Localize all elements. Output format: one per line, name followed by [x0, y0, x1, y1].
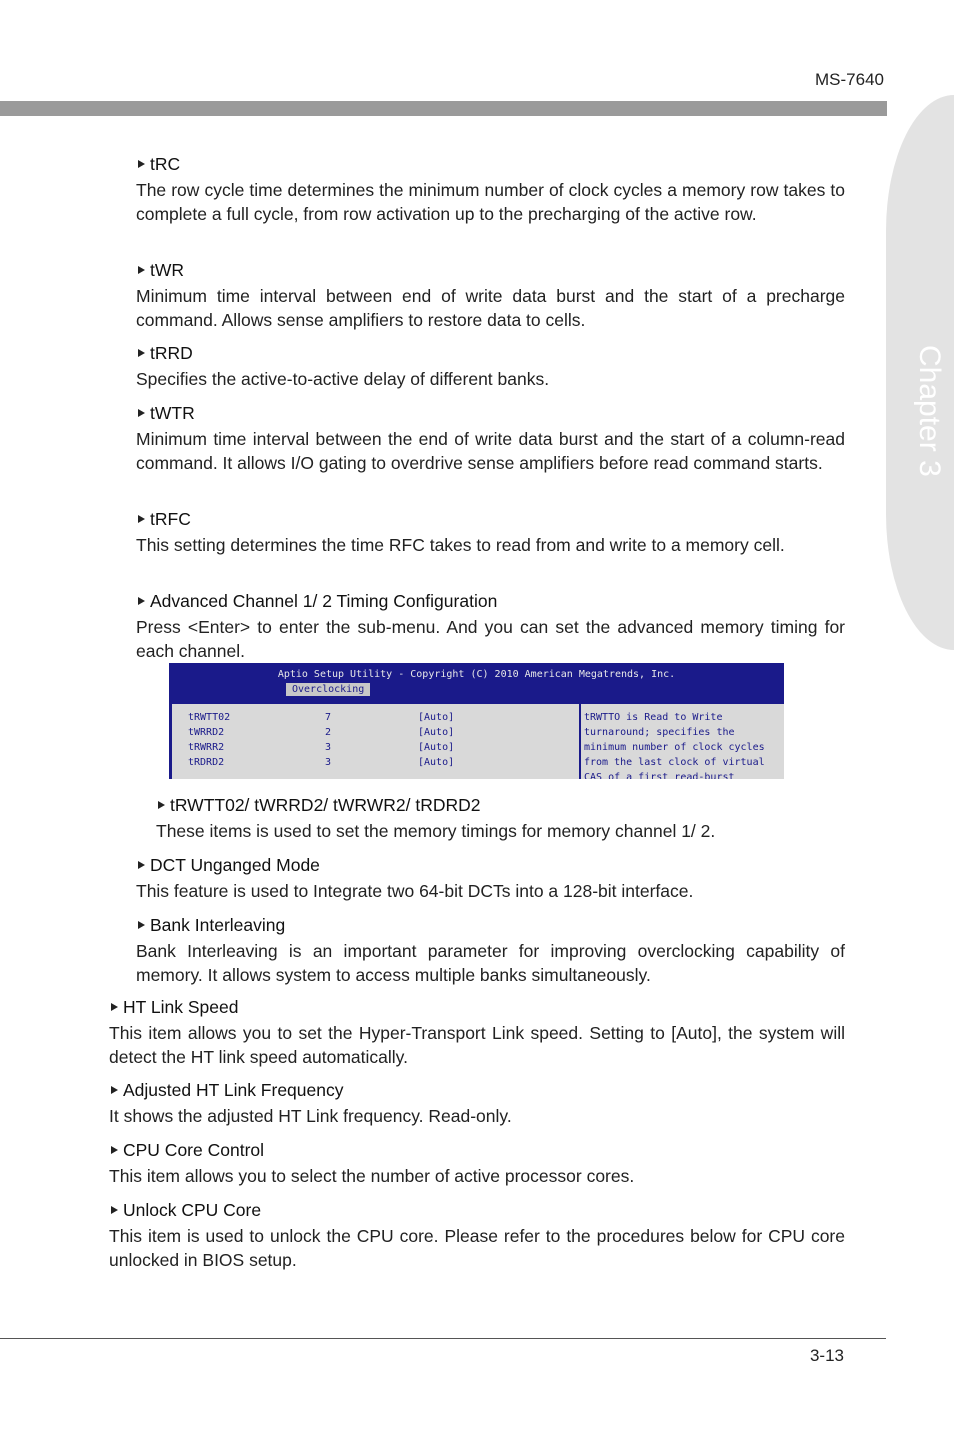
section-text: This item allows you to set the Hyper-Transport Link speed. Setting to [Auto], the system will detect the HT link speed automatically. — [109, 1023, 845, 1067]
bios-title: Aptio Setup Utility - Copyright (C) 2010 American Megatrends, Inc. — [277, 669, 676, 680]
section-ht-speed — [109, 996, 845, 1069]
bios-row-value: 7 — [325, 712, 332, 723]
section-title: tRFC — [136, 508, 845, 530]
bios-help-line: tRWTTO is Read to Write — [584, 712, 723, 723]
section-text: Minimum time interval between end of write data burst and the start of a precharge command. Allows sense amplifiers to restore data to cells. — [136, 286, 845, 330]
section-title: Unlock CPU Core — [109, 1199, 845, 1221]
page-number: 3-13 — [809, 1346, 844, 1365]
section-unlock — [109, 1199, 845, 1272]
section-trc — [136, 153, 845, 226]
bios-settings-panel — [172, 704, 579, 779]
bios-row-value: 3 — [325, 757, 332, 768]
section-title: DCT Unganged Mode — [136, 854, 845, 876]
bios-row-name: tRWRR2 — [188, 742, 225, 753]
bios-tab-overclocking: Overclocking — [286, 683, 370, 696]
bios-row-setting: [Auto] — [418, 727, 455, 738]
section-text: Press <Enter> to enter the sub-menu. And you can set the advanced memory timing for each channel. — [136, 617, 845, 661]
section-title: HT Link Speed — [109, 996, 845, 1018]
section-text: These items is used to set the memory timings for memory channel 1/ 2. — [156, 821, 716, 841]
bios-screenshot — [169, 663, 784, 779]
section-twtr — [136, 402, 845, 475]
section-title: tRRD — [136, 342, 845, 364]
section-title: Adjusted HT Link Frequency — [109, 1079, 845, 1101]
section-text: It shows the adjusted HT Link frequency. Read-only. — [109, 1106, 512, 1126]
section-title: CPU Core Control — [109, 1139, 845, 1161]
footer-rule — [0, 1338, 886, 1339]
bios-row-setting: [Auto] — [418, 742, 455, 753]
section-trrd — [136, 342, 845, 392]
section-text: This item is used to unlock the CPU core. Please refer to the procedures below for CPU core unlocked in BIOS setup. — [109, 1226, 845, 1270]
bios-help-panel — [579, 704, 784, 779]
section-text: The row cycle time determines the minimum number of clock cycles a memory row takes to complete a full cycle, from row activation up to the precharging of the active row. — [136, 180, 845, 224]
bios-help-line: from the last clock of virtual — [584, 757, 765, 768]
section-text: Bank Interleaving is an important parameter for improving overclocking capability of memory. It allows system to access multiple banks simultaneously. — [136, 941, 845, 985]
section-text: Specifies the active-to-active delay of different banks. — [136, 369, 550, 389]
section-bank — [136, 914, 845, 987]
section-text: This feature is used to Integrate two 64-bit DCTs into a 128-bit interface. — [136, 881, 694, 901]
section-text: This setting determines the time RFC takes to read from and write to a memory cell. — [136, 535, 785, 555]
bios-row-setting: [Auto] — [418, 712, 455, 723]
section-cpu-core — [109, 1139, 845, 1189]
bios-row-value: 2 — [325, 727, 332, 738]
section-ht-freq — [109, 1079, 845, 1129]
section-title: Bank Interleaving — [136, 914, 845, 936]
bios-help-line: minimum number of clock cycles — [584, 742, 765, 753]
section-text: Minimum time interval between the end of write data burst and the start of a column-read command. It allows I/O gating to overdrive sense amplifiers before read command starts. — [136, 429, 845, 473]
section-twr — [136, 259, 845, 332]
section-text: This item allows you to select the number of active processor cores. — [109, 1166, 635, 1186]
section-trwtt — [156, 794, 845, 844]
section-adv-channel — [136, 590, 845, 663]
section-trfc — [136, 508, 845, 558]
section-title: tRC — [136, 153, 845, 175]
bios-row-name: tRDRD2 — [188, 757, 225, 768]
section-title: tWR — [136, 259, 845, 281]
model-number: MS-7640 — [815, 70, 884, 89]
bios-row-name: tRWTT02 — [188, 712, 231, 723]
bios-row-value: 3 — [325, 742, 332, 753]
bios-row-setting: [Auto] — [418, 757, 455, 768]
bios-help-line: turnaround; specifies the — [584, 727, 735, 738]
bios-row-name: tWRRD2 — [188, 727, 225, 738]
section-title: tRWTT02/ tWRRD2/ tWRWR2/ tRDRD2 — [156, 794, 845, 816]
header-bar — [0, 101, 887, 116]
section-title: Advanced Channel 1/ 2 Timing Configuration — [136, 590, 845, 612]
chapter-tab-label: Chapter 3 — [913, 345, 946, 477]
section-title: tWTR — [136, 402, 845, 424]
bios-help-line: CAS of a first read-burst — [584, 772, 735, 779]
section-dct — [136, 854, 845, 904]
